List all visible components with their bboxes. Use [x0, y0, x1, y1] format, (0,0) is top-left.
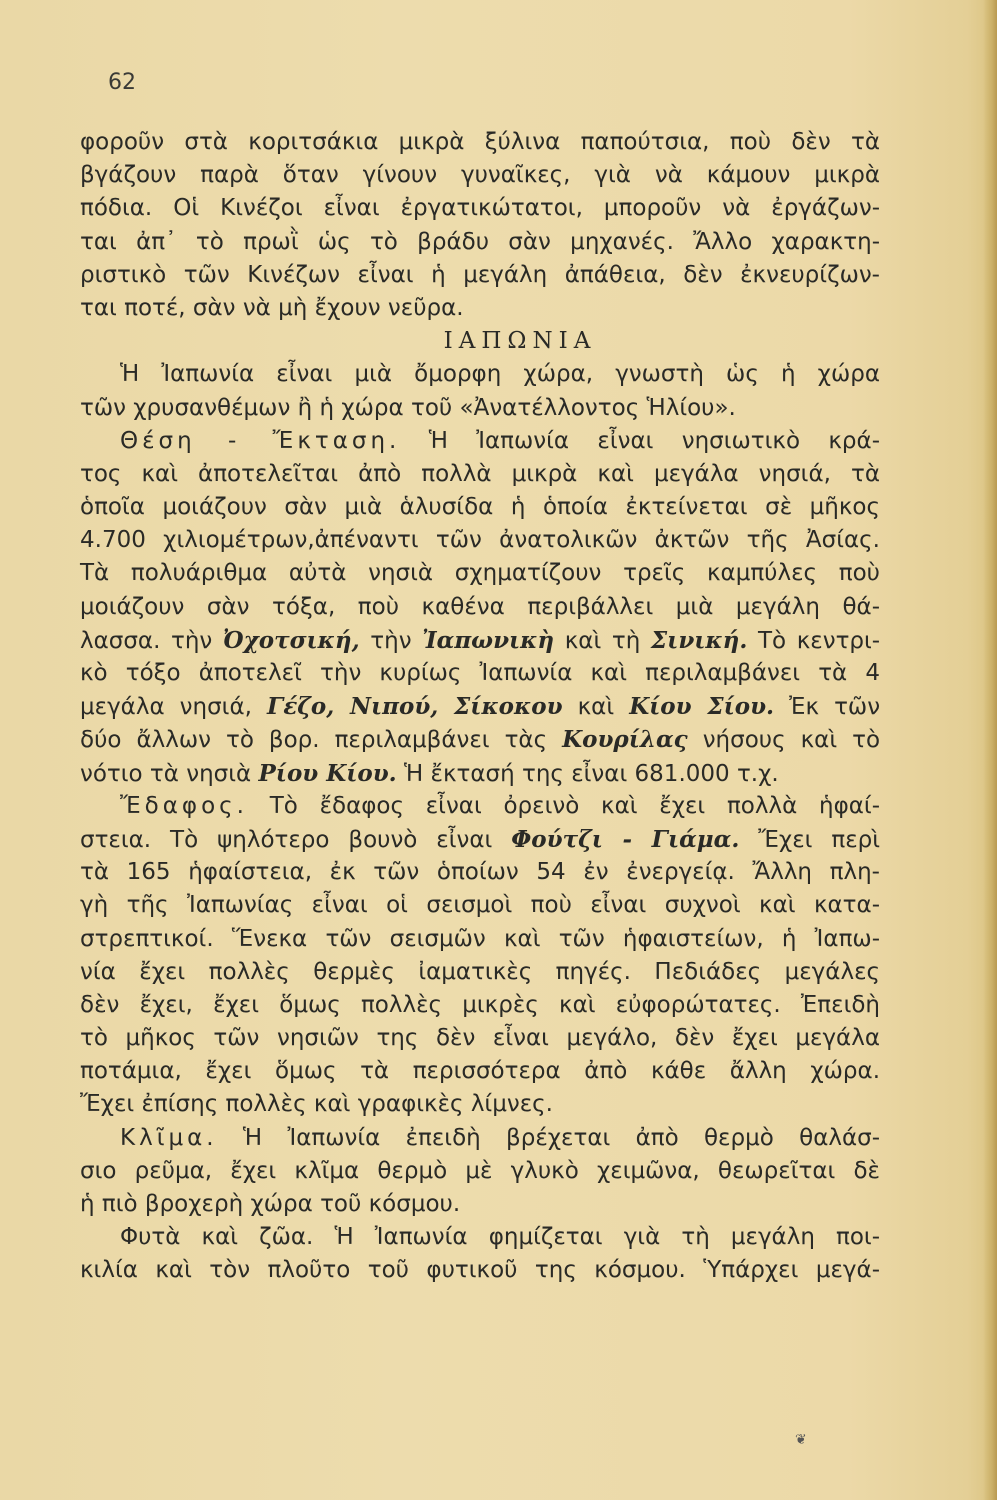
text-line: Ἔχει ἐπίσης πολλὲς καὶ γραφικὲς λίμνες.	[80, 1091, 553, 1118]
text-line: σιο ρεῦμα, ἔχει κλῖμα θερμὸ μὲ γλυκὸ χειμῶνα, θεωρεῖται δὲ	[80, 1157, 880, 1184]
subsection-label: Φυτὰ καὶ ζῶα.	[120, 1224, 314, 1251]
page-edge	[983, 0, 997, 1500]
section-heading: ΙΑΠΩΝΙΑ	[443, 328, 597, 355]
text-line: στρεπτικοί. Ἕνεκα τῶν σεισμῶν καὶ τῶν ἡφαιστείων, ἡ Ἰαπω-	[80, 925, 880, 952]
sea-name: Σινική.	[650, 626, 748, 654]
text-line: ἡ πιὸ βροχερὴ χώρα τοῦ κόσμου.	[80, 1191, 461, 1217]
text-line: κὸ τόξο ἀποτελεῖ τὴν κυρίως Ἰαπωνία καὶ περιλαμβάνει τὰ 4	[80, 660, 880, 686]
island-names: Γέζο, Νιπού, Σίκοκου	[266, 693, 563, 721]
text-line	[80, 1122, 880, 1155]
text-span: μεγάλα νησιά,	[80, 694, 252, 721]
text-line: μοιάζουν σὰν τόξα, ποὺ καθένα περιβάλλει μιὰ μεγάλη θά-	[80, 593, 880, 620]
text-line: Ἡ Ἰαπωνία εἶναι μιὰ ὄμορφη χώρα, γνωστὴ ὡς ἡ χώρα	[120, 361, 880, 388]
text-line: νία ἔχει πολλὲς θερμὲς ἰαματικὲς πηγές. Πεδιάδες μεγάλες	[80, 958, 880, 985]
island-name: Κίου Σίου.	[629, 693, 775, 721]
text-line: δὲν ἔχει, ἔχει ὅμως πολλὲς μικρὲς καὶ εὐφορώτατες. Ἐπειδὴ	[80, 991, 880, 1018]
text-line: φοροῦν στὰ κοριτσάκια μικρὰ ξύλινα παπούτσια, ποὺ δὲν τὰ	[80, 129, 880, 155]
page-number: 62	[108, 70, 136, 95]
text-line	[80, 624, 880, 657]
text-span: στεια. Τὸ ψηλότερο βουνὸ εἶναι	[80, 826, 493, 853]
text-line: τος καὶ ἀποτελεῖται ἀπὸ πολλὰ μικρὰ καὶ μεγάλα νησιά, τὰ	[80, 460, 880, 487]
text-line	[80, 723, 880, 756]
text-span: καὶ τὴ	[564, 627, 641, 654]
text-span: Ἡ ἔκτασή της εἶναι 681.000 τ.χ.	[404, 760, 779, 787]
text-span: τὴν	[370, 627, 412, 654]
text-line: 4.700 χιλιομέτρων,ἀπέναντι τῶν ἀνατολικῶν ἀκτῶν τῆς Ἀσίας.	[80, 527, 880, 554]
text-line: ται ἀπ᾿ τὸ πρωῒ ὡς τὸ βράδυ σὰν μηχανές. Ἄλλο χαρακτη-	[80, 228, 880, 255]
text-span: Ἡ Ἰαπωνία φημίζεται γιὰ τὴ μεγάλη ποι-	[334, 1224, 880, 1251]
text-span: καὶ	[577, 694, 615, 721]
text-span: λασσα. τὴν	[80, 627, 213, 654]
subsection-label: Κλῖμα.	[120, 1124, 218, 1151]
text-line: ται ποτέ, σὰν νὰ μὴ ἔχουν νεῦρα.	[80, 294, 464, 321]
text-line	[80, 690, 880, 723]
text-line	[80, 425, 880, 458]
text-line	[80, 790, 880, 823]
subsection-label: Θέση - Ἔκταση.	[120, 427, 401, 454]
text-line: τὰ 165 ἡφαίστεια, ἐκ τῶν ὁποίων 54 ἐν ἐνεργείᾳ. Ἄλλη πλη-	[80, 859, 880, 886]
text-line: τῶν χρυσανθέμων ἢ ἡ χώρα τοῦ «Ἀνατέλλοντος Ἡλίου».	[80, 394, 736, 421]
sea-name: Ὀχοτσική,	[222, 626, 360, 654]
text-line	[80, 823, 880, 856]
text-line: ὁποῖα μοιάζουν σὰν μιὰ ἁλυσίδα ἡ ὁποία ἐκτείνεται σὲ μῆκος	[80, 494, 880, 521]
text-span: Τὸ ἔδαφος εἶναι ὀρεινὸ καὶ ἔχει πολλὰ ἡφαί-	[269, 792, 880, 819]
text-line: πόδια. Οἱ Κινέζοι εἶναι ἐργατικώτατοι, μποροῦν νὰ ἐργάζων-	[80, 195, 880, 222]
body-text	[80, 126, 880, 1288]
text-line: ριστικὸ τῶν Κινέζων εἶναι ἡ μεγάλη ἀπάθεια, δὲν ἐκνευρίζων-	[80, 261, 880, 288]
sea-name: Ἰαπωνικὴ	[422, 626, 555, 654]
island-name: Κουρίλας	[562, 726, 688, 754]
text-line	[80, 757, 880, 790]
mountain-name: Φούτζι - Γιάμα.	[511, 825, 740, 853]
text-span: νήσους καὶ τὸ	[702, 727, 881, 754]
text-span: Ἡ Ἰαπωνία ἐπειδὴ βρέχεται ἀπὸ θερμὸ θαλάσ-	[242, 1124, 881, 1151]
text-line: γὴ τῆς Ἰαπωνίας εἶναι οἱ σεισμοὶ ποὺ εἶναι συχνοὶ καὶ κατα-	[80, 892, 880, 919]
text-span: Ἔχει περὶ	[758, 826, 881, 853]
text-line: ποτάμια, ἔχει ὅμως τὰ περισσότερα ἀπὸ κάθε ἄλλη χώρα.	[80, 1058, 880, 1085]
subsection-label: Ἔδαφος.	[120, 792, 248, 819]
text-line: Τὰ πολυάριθμα αὐτὰ νησιὰ σχηματίζουν τρεῖς καμπύλες ποὺ	[80, 560, 880, 587]
island-name: Ρίου Κίου.	[258, 759, 397, 787]
text-span: Τὸ κεντρι-	[758, 627, 881, 654]
text-span: δύο ἄλλων τὸ βορ. περιλαμβάνει τὰς	[80, 727, 548, 754]
text-line	[80, 1221, 880, 1254]
text-span: Ἡ Ἰαπωνία εἶναι νησιωτικὸ κρά-	[428, 427, 880, 454]
text-span: Ἐκ τῶν	[789, 694, 881, 721]
text-span: νότιο τὰ νησιὰ	[80, 760, 252, 787]
text-line: κιλία καὶ τὸν πλοῦτο τοῦ φυτικοῦ της κόσμου. Ὑπάρχει μεγά-	[80, 1257, 880, 1284]
text-line: βγάζουν παρὰ ὅταν γίνουν γυναῖκες, γιὰ νὰ κάμουν μικρὰ	[80, 162, 880, 189]
text-line: τὸ μῆκος τῶν νησιῶν της δὲν εἶναι μεγάλο, δὲν ἔχει μεγάλα	[80, 1025, 880, 1052]
ornament-icon: ❦	[795, 1432, 807, 1448]
